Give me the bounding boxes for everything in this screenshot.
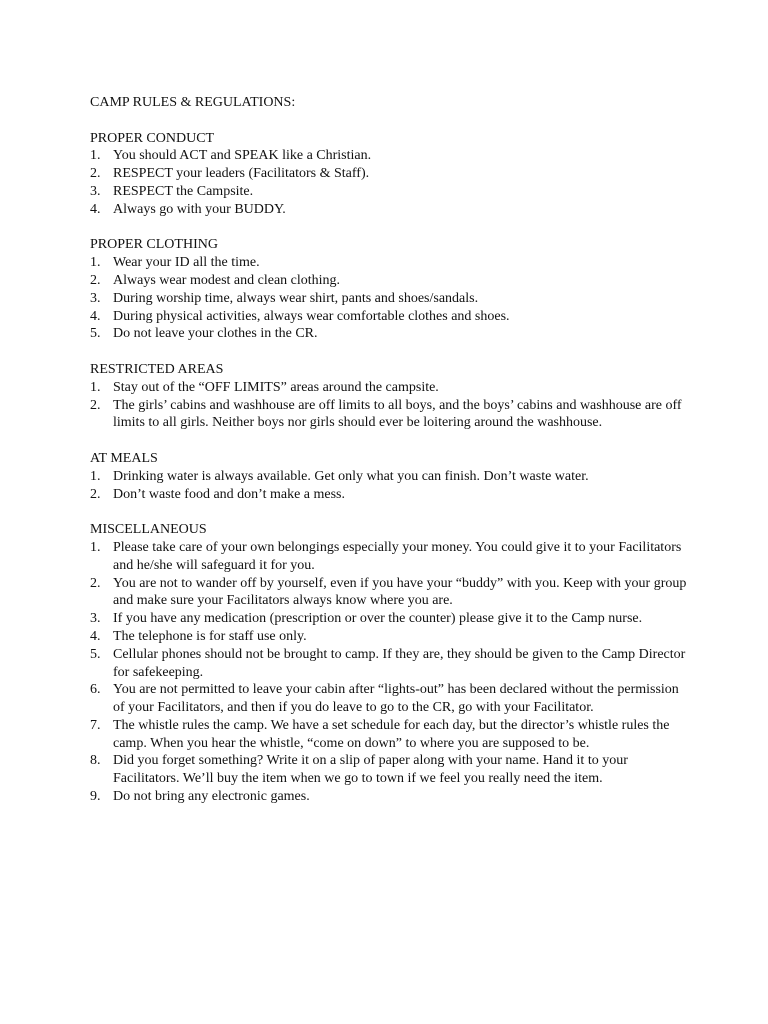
rule-item [90,379,690,397]
rule-number: 3. [90,611,101,627]
rule-text: RESPECT your leaders (Facilitators & Staff). [113,166,370,182]
rule-text: You are not permitted to leave your cabin after “lights-out” has been declared without the permission of your Facilitators, and then if you do leave to go to the CR, go with your Facilitator. [113,682,679,716]
rule-text: Drinking water is always available. Get only what you can finish. Don’t waste water. [113,468,589,484]
section-miscellaneous [90,521,690,806]
rule-text: Always go with your BUDDY. [113,201,286,217]
section-heading: PROPER CLOTHING [90,237,218,253]
sections-container [90,130,690,806]
rule-item [90,290,690,308]
rule-text: Cellular phones should not be brought to camp. If they are, they should be given to the Camp Director for safekeeping. [113,646,686,680]
rule-item [90,165,690,183]
section-heading: PROPER CONDUCT [90,130,215,146]
rule-text: Did you forget something? Write it on a slip of paper along with your name. Hand it to your Facilitators. We’ll buy the item when we go to town if we feel you really need the item. [113,753,628,787]
rule-text: Please take care of your own belongings especially your money. You could give it to your Facilitators and he/she will safeguard it for you. [113,539,682,573]
rule-number: 2. [90,575,101,591]
rule-item [90,397,690,433]
rule-number: 1. [90,468,101,484]
rule-number: 2. [90,486,101,502]
rule-text: If you have any medication (prescription or over the counter) please give it to the Camp nurse. [113,611,643,627]
rule-number: 3. [90,183,101,199]
rule-number: 4. [90,201,101,217]
rule-text: Stay out of the “OFF LIMITS” areas around the campsite. [113,379,439,395]
rule-text: The telephone is for staff use only. [113,628,307,644]
rule-list [90,539,690,806]
rule-item [90,468,690,486]
section-proper-clothing [90,236,690,343]
section-heading: MISCELLANEOUS [90,522,207,538]
rule-item [90,788,690,806]
section-restricted-areas [90,361,690,432]
rule-text: During worship time, always wear shirt, pants and shoes/sandals. [113,290,479,306]
rule-item [90,308,690,326]
rule-text: You should ACT and SPEAK like a Christian. [113,148,372,164]
rule-item [90,752,690,788]
rule-list [90,147,690,218]
rule-item [90,272,690,290]
rule-item [90,325,690,343]
rule-number: 2. [90,166,101,182]
document-title: CAMP RULES & REGULATIONS: [90,95,296,110]
rule-number: 1. [90,255,101,271]
section-heading: AT MEALS [90,450,158,466]
rule-text: Always wear modest and clean clothing. [113,272,341,288]
rule-list [90,254,690,343]
rule-item [90,254,690,272]
rule-item [90,646,690,682]
rule-number: 8. [90,753,101,769]
rule-number: 1. [90,148,101,164]
rule-text: Do not leave your clothes in the CR. [113,326,318,342]
rule-item [90,486,690,504]
rule-text: Don’t waste food and don’t make a mess. [113,486,345,502]
rule-number: 1. [90,539,101,555]
rule-number: 5. [90,646,101,662]
rule-item [90,628,690,646]
rule-number: 1. [90,379,101,395]
rule-number: 6. [90,682,101,698]
rule-list [90,468,690,504]
rule-text: The girls’ cabins and washhouse are off limits to all boys, and the boys’ cabins and washhouse are off limits to all girls. Neither boys nor girls should ever be loitering around the washhouse. [113,397,682,431]
rule-text: The whistle rules the camp. We have a set schedule for each day, but the director’s whistle rules the camp. When you hear the whistle, “come on down” to where you are supposed to be. [113,717,670,751]
rule-number: 4. [90,308,101,324]
rule-number: 2. [90,397,101,413]
rule-item [90,575,690,611]
rule-number: 7. [90,717,101,733]
rule-text: Wear your ID all the time. [113,255,260,271]
rule-number: 5. [90,326,101,342]
section-proper-conduct [90,130,690,219]
rule-text: You are not to wander off by yourself, even if you have your “buddy” with you. Keep with your group and make sure your Facilitators always know where you are. [113,575,687,609]
rule-item [90,201,690,219]
rule-number: 2. [90,272,101,288]
rule-item [90,610,690,628]
rule-text: During physical activities, always wear comfortable clothes and shoes. [113,308,510,324]
rule-item [90,147,690,165]
rule-text: RESPECT the Campsite. [113,183,254,199]
section-at-meals [90,450,690,503]
document-body [90,94,690,824]
rule-number: 3. [90,290,101,306]
rule-number: 9. [90,789,101,805]
rule-item [90,717,690,753]
section-heading: RESTRICTED AREAS [90,361,224,377]
rule-item [90,183,690,201]
rule-list [90,379,690,432]
rule-item [90,681,690,717]
rule-text: Do not bring any electronic games. [113,789,310,805]
rule-item [90,539,690,575]
rule-number: 4. [90,628,101,644]
